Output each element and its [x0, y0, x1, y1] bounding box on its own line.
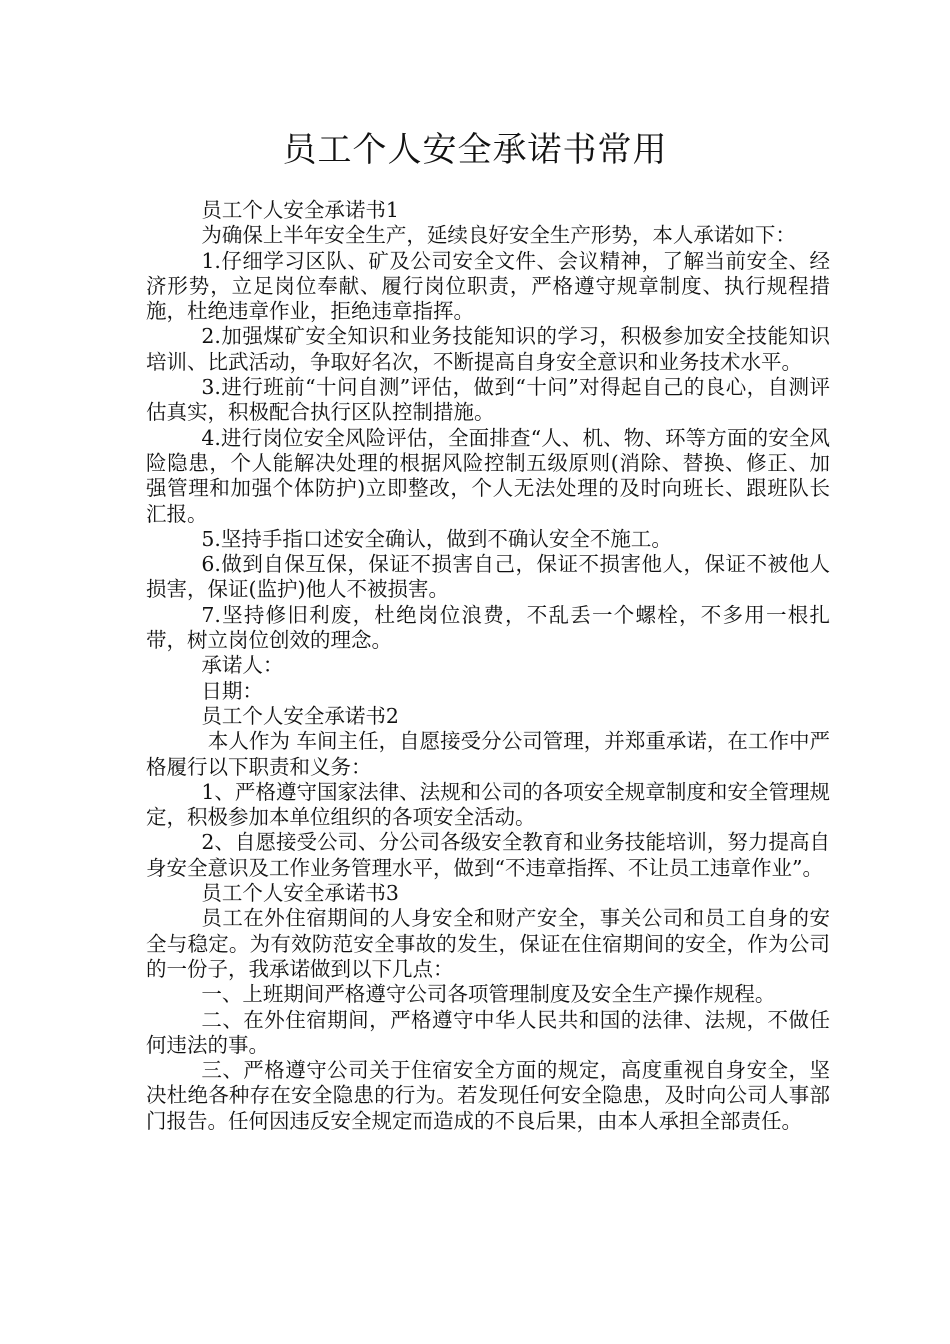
paragraph: 为确保上半年安全生产，延续良好安全生产形势，本人承诺如下：: [201, 223, 796, 248]
section-heading: 员工个人安全承诺书3: [201, 881, 399, 906]
signature-line: 承诺人：: [201, 653, 284, 678]
list-item: 2、自愿接受公司、分公司各级安全教育和业务技能培训，努力提高自身安全意识及工作业务管理水平，做到“不违章指挥、不让员工违章作业”。: [146, 830, 830, 880]
list-item: 4.进行岗位安全风险评估，全面排查“人、机、物、环等方面的安全风险隐患，个人能解决处理的根据风险控制五级原则(消除、替换、修正、加强管理和加强个体防护)立即整改，个人无法处理的及时向班长、跟班队长汇报。: [146, 425, 830, 526]
list-item: 三、严格遵守公司关于住宿安全方面的规定，高度重视自身安全，坚决杜绝各种存在安全隐患的行为。若发现任何安全隐患，及时向公司人事部门报告。任何因违反安全规定而造成的不良后果，由本人承担全部责任。: [146, 1058, 830, 1133]
list-item: 1、严格遵守国家法律、法规和公司的各项安全规章制度和安全管理规定，积极参加本单位组织的各项安全活动。: [146, 779, 830, 830]
list-item: 3.进行班前“十问自测”评估，做到“十问”对得起自己的良心，自测评估真实，积极配合执行区队控制措施。: [146, 375, 830, 425]
list-item: 6.做到自保互保，保证不损害自己，保证不损害他人，保证不被他人损害，保证(监护)他人不被损害。: [146, 552, 830, 602]
list-item: 一、上班期间严格遵守公司各项管理制度及安全生产操作规程。: [201, 982, 776, 1007]
date-line: 日期：: [201, 678, 263, 703]
section-heading: 员工个人安全承诺书2: [201, 703, 399, 728]
list-item: 二、在外住宿期间，严格遵守中华人民共和国的法律、法规，不做任何违法的事。: [146, 1007, 830, 1057]
list-item: 2.加强煤矿安全知识和业务技能知识的学习，积极参加安全技能知识培训、比武活动，争取好名次，不断提高自身安全意识和业务技术水平。: [146, 324, 830, 374]
list-item: 7.坚持修旧利废，杜绝岗位浪费，不乱丢一个螺栓，不多用一根扎带，树立岗位创效的理念。: [146, 602, 830, 653]
list-item: 5.坚持手指口述安全确认，做到不确认安全不施工。: [201, 526, 672, 551]
document-body: [146, 198, 830, 1134]
paragraph: 员工在外住宿期间的人身安全和财产安全，事关公司和员工自身的安全与稳定。为有效防范安全事故的发生，保证在住宿期间的安全，作为公司的一份子，我承诺做到以下几点：: [146, 906, 830, 981]
paragraph: 本人作为 车间主任，自愿接受分公司管理，并郑重承诺，在工作中严格履行以下职责和义务：: [146, 729, 830, 779]
list-item: 1.仔细学习区队、矿及公司安全文件、会议精神，了解当前安全、经济形势，立足岗位奉献、履行岗位职责，严格遵守规章制度、执行规程措施，杜绝违章作业，拒绝违章指挥。: [146, 248, 830, 324]
page-title: 员工个人安全承诺书常用: [282, 130, 668, 170]
section-heading: 员工个人安全承诺书1: [201, 198, 399, 222]
